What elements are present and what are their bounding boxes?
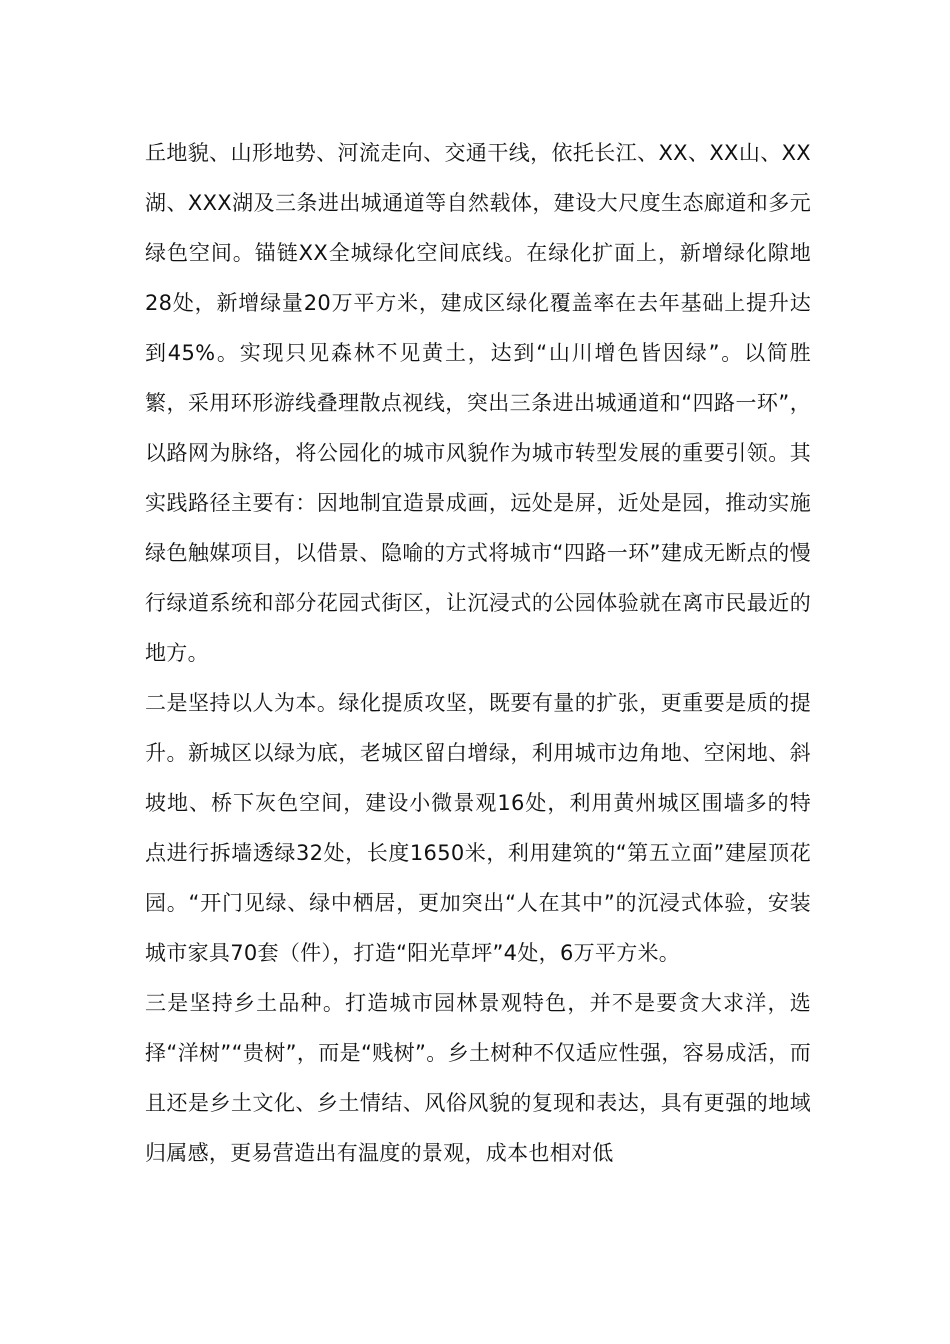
paragraph-native-species: 三是坚持乡土品种。打造城市园林景观特色，并不是要贪大求洋，选择“洋树”“贵树”，而是“贱树”。乡土树种不仅适应性强，容易成活，而且还是乡土文化、乡土情结、风俗风貌的复现和表达，具有更强的地域归属感，更易营造出有温度的景观，成本也相对低 <box>145 991 811 1165</box>
paragraph-ecological-corridor: 丘地貌、山形地势、河流走向、交通干线，依托长江、XX、XX山、XX湖、XXX湖及三条进出城通道等自然载体，建设大尺度生态廊道和多元绿色空间。锚链XX全城绿化空间底线。在绿化扩面上，新增绿化隙地28处，新增绿量20万平方米，建成区绿化覆盖率在去年基础上提升达到45%。实现只见森林不见黄土，达到“山川增色皆因绿”。以简胜繁，采用环形游线叠理散点视线，突出三条进出城通道和“四路一环”，以路网为脉络，将公园化的城市风貌作为城市转型发展的重要引领。其实践路径主要有：因地制宜造景成画，远处是屏，近处是园，推动实施绿色触媒项目，以借景、隐喻的方式将城市“四路一环”建成无断点的慢行绿道系统和部分花园式街区，让沉浸式的公园体验就在离市民最近的地方。 <box>145 141 811 665</box>
paragraph-people-oriented: 二是坚持以人为本。绿化提质攻坚，既要有量的扩张，更重要是质的提升。新城区以绿为底，老城区留白增绿，利用城市边角地、空闲地、斜坡地、桥下灰色空间，建设小微景观16处，利用黄州城区围墙多的特点进行拆墙透绿32处，长度1650米，利用建筑的“第五立面”建屋顶花园。“开门见绿、绿中栖居，更加突出“人在其中”的沉浸式体验，安装城市家具70套（件），打造“阳光草坪”4处，6万平方米。 <box>145 691 811 965</box>
document-body <box>145 128 811 1178</box>
